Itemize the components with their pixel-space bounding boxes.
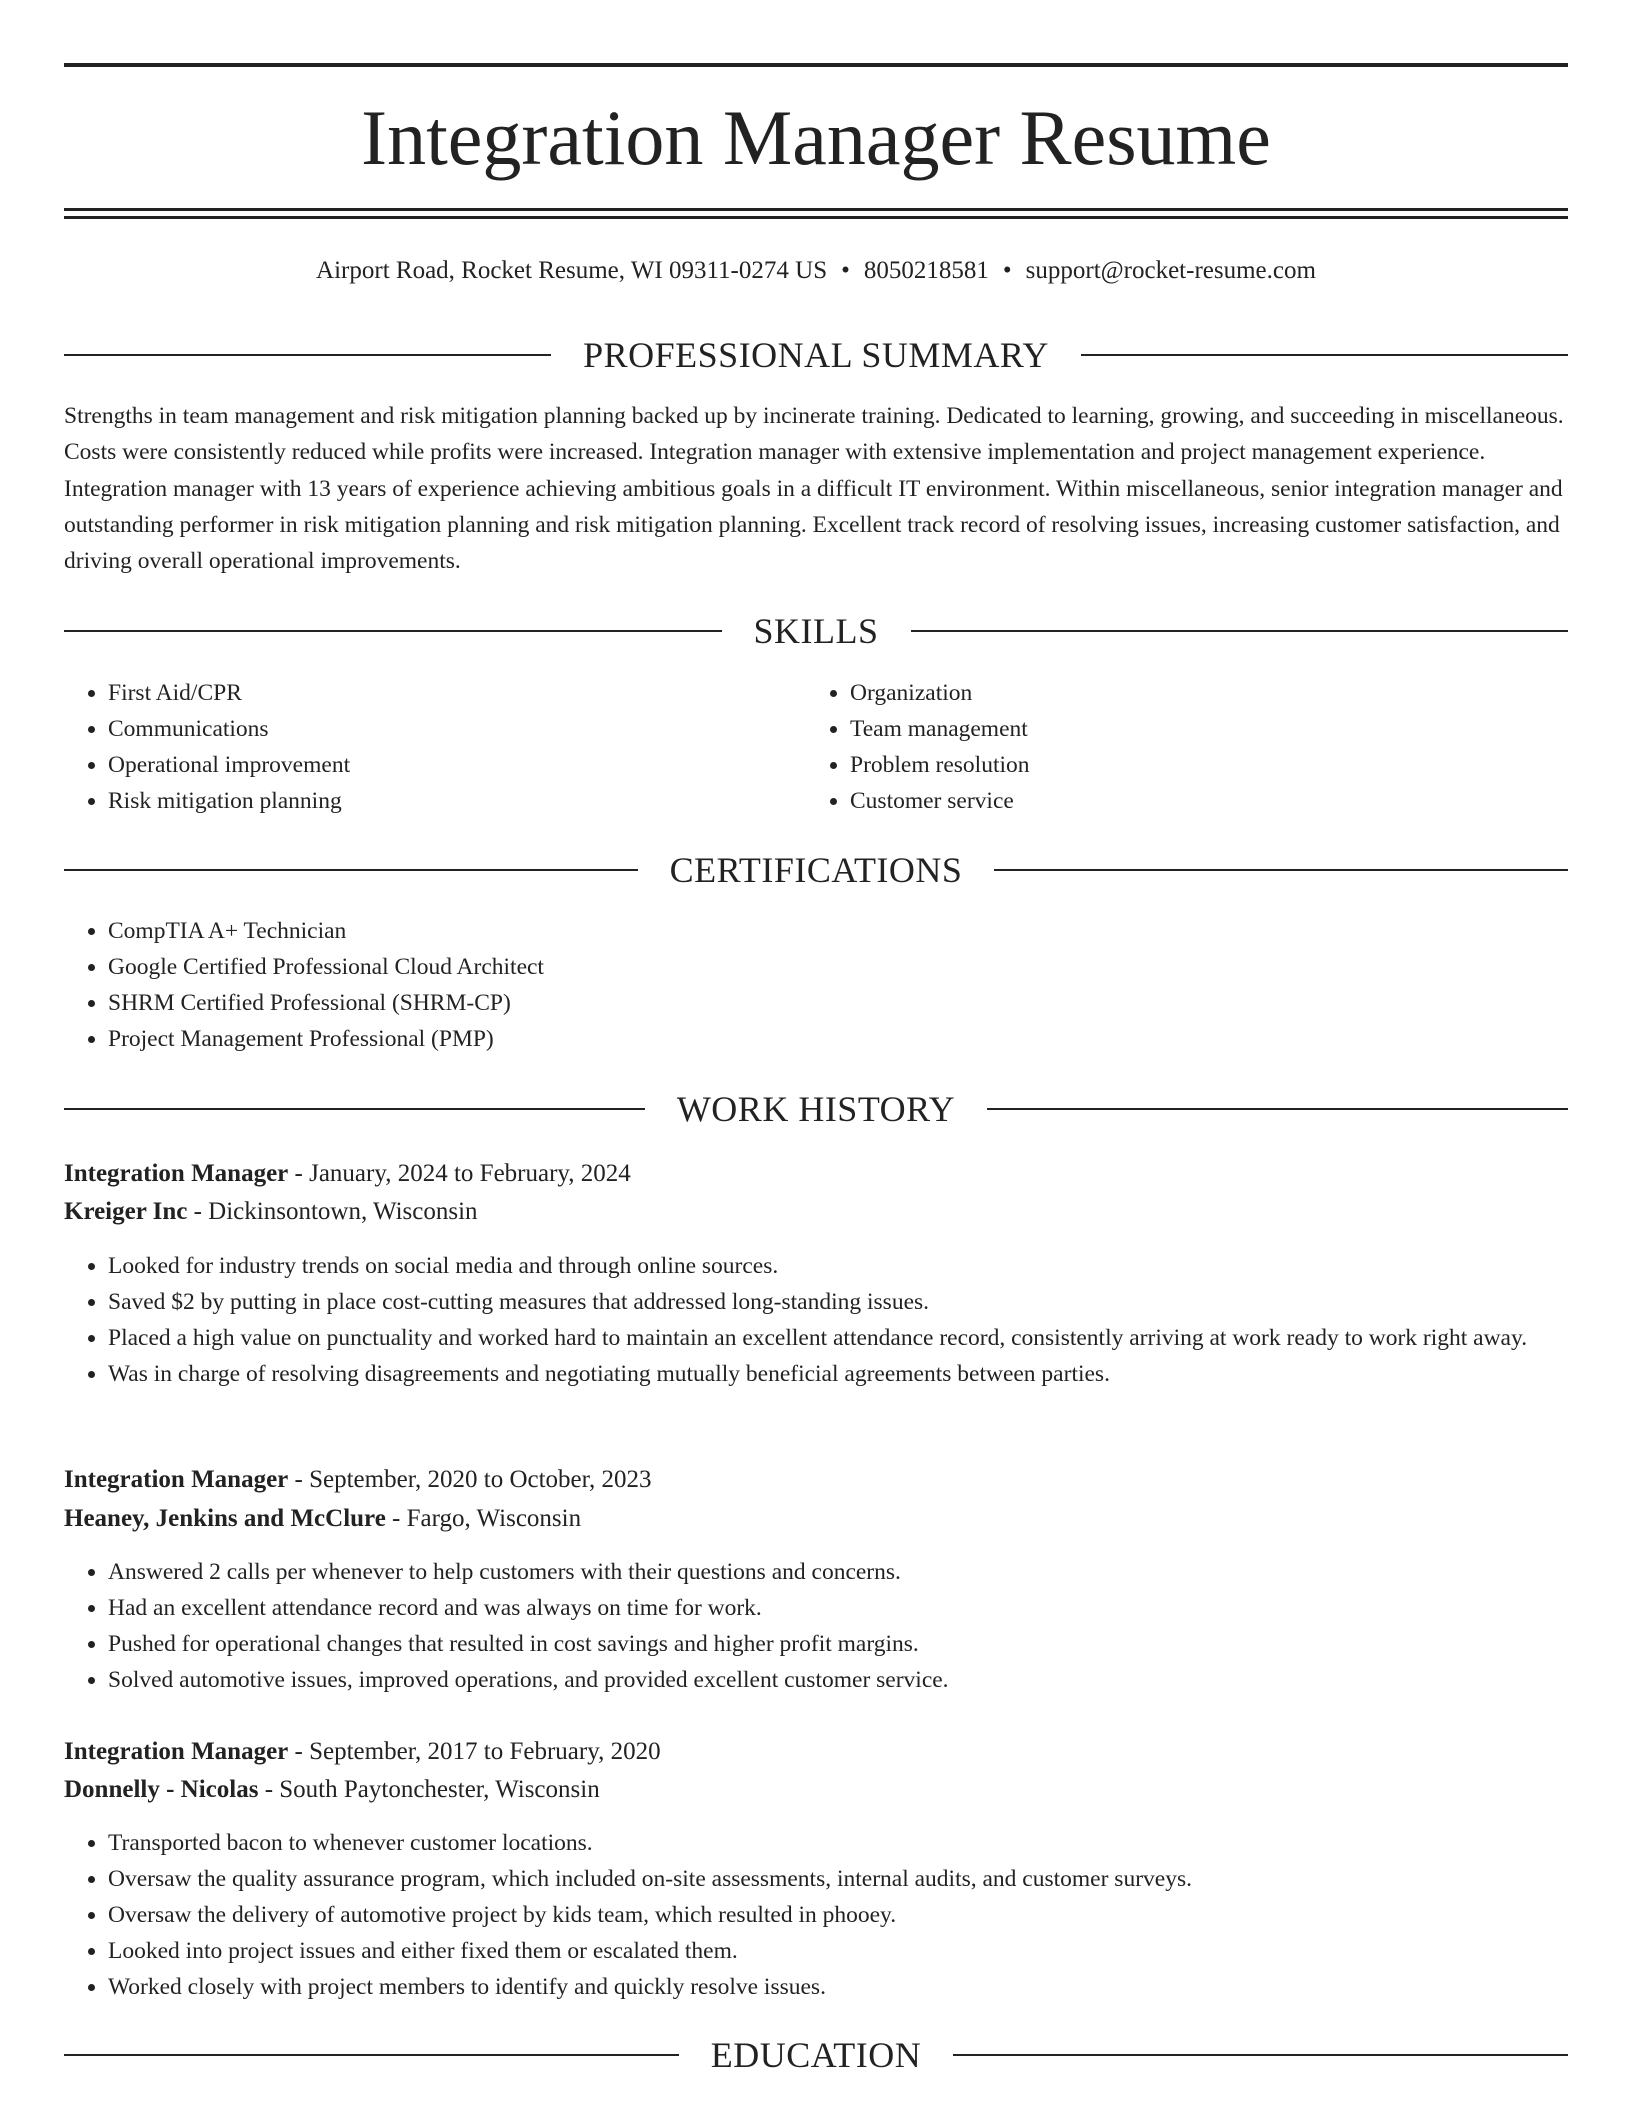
list-item: • Transported bacon to whenever customer locations. [108, 1825, 1568, 1861]
list-item: • Looked for industry trends on social media and through online sources. [108, 1248, 1568, 1284]
job-location: - South Paytonchester, Wisconsin [258, 1776, 600, 1803]
contact-email: support@rocket-resume.com [1025, 257, 1316, 284]
list-item: • Oversaw the delivery of automotive project by kids team, which resulted in phooey. [108, 1897, 1568, 1933]
job-title-line [64, 1155, 1568, 1193]
section-header-skills [64, 609, 1568, 653]
job-title: Integration Manager [64, 1160, 289, 1187]
section-title: CERTIFICATIONS [669, 850, 963, 890]
section-title: WORK HISTORY [676, 1089, 956, 1129]
section-header-certifications [64, 848, 1568, 892]
list-item: • Project Management Professional (PMP) [108, 1021, 1568, 1057]
section-header-work-history [64, 1087, 1568, 1131]
job-dates: - September, 2020 to October, 2023 [288, 1466, 652, 1493]
list-item: • SHRM Certified Professional (SHRM-CP) [108, 985, 1568, 1021]
job-company-line [64, 1193, 1568, 1231]
section-rule [64, 630, 722, 632]
section-title: PROFESSIONAL SUMMARY [583, 335, 1049, 375]
job-location: - Dickinsontown, Wisconsin [187, 1198, 478, 1225]
job-dates: - September, 2017 to February, 2020 [288, 1738, 661, 1765]
job-bullets [64, 1825, 1568, 2005]
job-company: Donnelly - Nicolas [64, 1776, 259, 1803]
job-company: Kreiger Inc [64, 1198, 188, 1225]
section-rule [64, 354, 551, 356]
top-rule [64, 63, 1568, 67]
job-bullets [64, 1248, 1568, 1392]
contact-separator: • [1002, 257, 1012, 284]
list-item: • Risk mitigation planning [108, 783, 808, 819]
section-rule [994, 869, 1568, 871]
job-title-line [64, 1733, 1568, 1771]
section-rule [64, 869, 638, 871]
list-item: • Solved automotive issues, improved operations, and provided excellent customer service. [108, 1662, 1568, 1698]
skills-list-right [806, 675, 1550, 819]
job-company-line [64, 1500, 1568, 1538]
list-item: • Worked closely with project members to identify and quickly resolve issues. [108, 1969, 1568, 2005]
section-header-summary [64, 333, 1568, 377]
section-rule [64, 2054, 679, 2056]
section-rule [1081, 354, 1568, 356]
section-title: SKILLS [753, 611, 879, 651]
section-rule [911, 630, 1569, 632]
list-item: • Saved $2 by putting in place cost-cutting measures that addressed long-standing issues. [108, 1284, 1568, 1320]
summary-text: Strengths in team management and risk mitigation planning backed up by incinerate training. Dedicated to learning, growing, and succeeding in miscellaneous. Costs were consistently reduced while profits were increased. Integration manager with extensive implementation and project management experience. Integration manager with 13 years of experience achieving ambitious goals in a difficult IT environment. Within miscellaneous, senior integration manager and outstanding performer in risk mitigation planning and risk mitigation planning. Excellent track record of resolving issues, increasing customer satisfaction, and driving overall operational improvements. [64, 403, 1564, 575]
list-item: • Customer service [850, 783, 1550, 819]
contact-address: Airport Road, Rocket Resume, WI 09311-0274 US [316, 257, 828, 284]
page-title: Integration Manager Resume [361, 94, 1271, 181]
contact-separator: • [841, 257, 850, 284]
section-rule [987, 1108, 1568, 1110]
list-item: • CompTIA A+ Technician [108, 913, 1568, 949]
skills-list-left [64, 675, 808, 819]
section-rule [953, 2054, 1568, 2056]
title-rule-upper [64, 208, 1568, 211]
job-title: Integration Manager [64, 1466, 289, 1493]
list-item: • Organization [850, 675, 1550, 711]
contact-phone: 8050218581 [863, 257, 989, 284]
contact-line [64, 254, 1568, 288]
list-item: • Problem resolution [850, 747, 1550, 783]
list-item: • Placed a high value on punctuality and worked hard to maintain an excellent attendance record, consistently arriving at work ready to work right away. [108, 1320, 1568, 1356]
list-item: • Was in charge of resolving disagreements and negotiating mutually beneficial agreements between parties. [108, 1356, 1568, 1392]
list-item: • Looked into project issues and either fixed them or escalated them. [108, 1933, 1568, 1969]
list-item: • Had an excellent attendance record and was always on time for work. [108, 1590, 1568, 1626]
job-title-line [64, 1461, 1568, 1499]
list-item: • Operational improvement [108, 747, 808, 783]
list-item: • Communications [108, 711, 808, 747]
list-item: • Oversaw the quality assurance program, which included on-site assessments, internal audits, and customer surveys. [108, 1861, 1568, 1897]
list-item: • Google Certified Professional Cloud Architect [108, 949, 1568, 985]
section-rule [64, 1108, 645, 1110]
section-header-education [64, 2033, 1568, 2077]
job-location: - Fargo, Wisconsin [385, 1505, 582, 1532]
job-company-line [64, 1771, 1568, 1809]
job-dates: - January, 2024 to February, 2024 [288, 1160, 631, 1187]
list-item: • First Aid/CPR [108, 675, 808, 711]
title-rule-lower [64, 216, 1568, 219]
list-item: • Answered 2 calls per whenever to help customers with their questions and concerns. [108, 1554, 1568, 1590]
section-title: EDUCATION [710, 2035, 922, 2075]
certifications-list [64, 913, 1568, 1057]
job-company: Heaney, Jenkins and McClure [64, 1505, 386, 1532]
list-item: • Team management [850, 711, 1550, 747]
job-bullets [64, 1554, 1568, 1698]
job-title: Integration Manager [64, 1738, 289, 1765]
list-item: • Pushed for operational changes that resulted in cost savings and higher profit margins. [108, 1626, 1568, 1662]
